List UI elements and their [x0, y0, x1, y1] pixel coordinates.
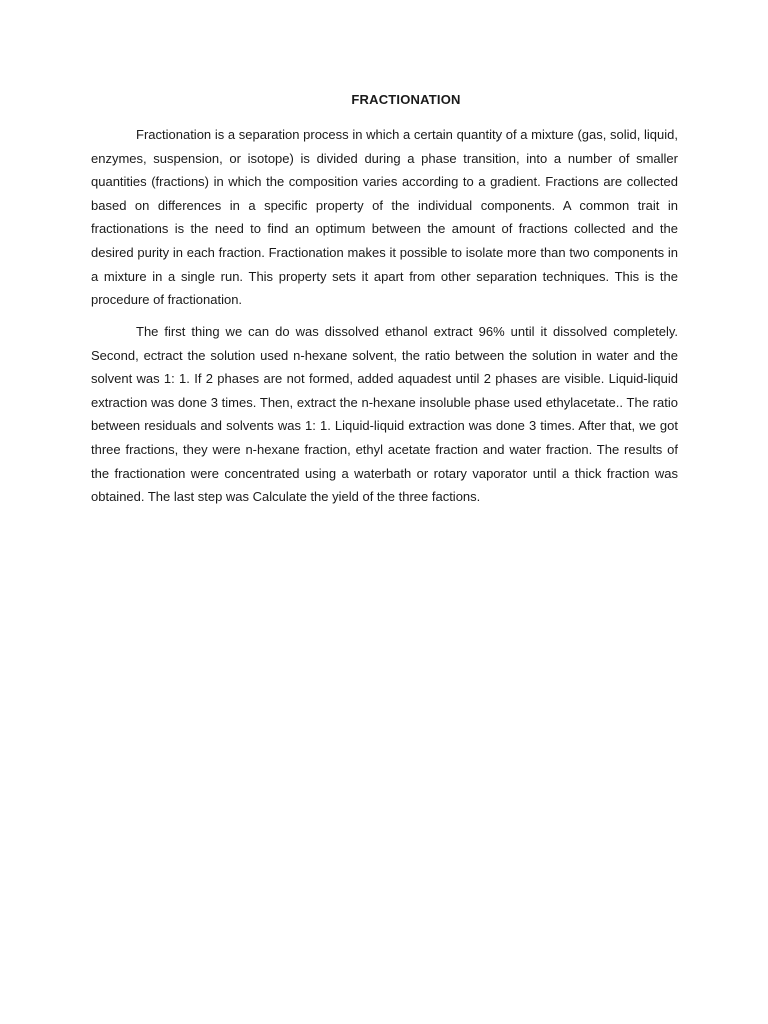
paragraph-procedure: The first thing we can do was dissolved ethanol extract 96% until it dissolved completely. Second, ectract the solution used n-hexane solvent, the ratio between the solution in water and the solvent was 1: 1. If 2 phases are not formed, added aquadest until 2 phases are visible. Liquid-liquid extraction was done 3 times. Then, extract the n-hexane insoluble phase used ethylacetate.. The ratio between residuals and solvents was 1: 1. Liquid-liquid extraction was done 3 times. After that, we got three fractions, they were n-hexane fraction, ethyl acetate fraction and water fraction. The results of the fractionation were concentrated using a waterbath or rotary vaporator until a thick fraction was obtained. The last step was Calculate the yield of the three factions. [91, 324, 678, 505]
document-title: FRACTIONATION [351, 92, 461, 107]
paragraph-definition: Fractionation is a separation process in which a certain quantity of a mixture (gas, solid, liquid, enzymes, suspension, or isotope) is divided during a phase transition, into a number of smaller quantities (fractions) in which the composition varies according to a gradient. Fractions are collected based on differences in a specific property of the individual components. A common trait in fractionations is the need to find an optimum between the amount of fractions collected and the desired purity in each fraction. Fractionation makes it possible to isolate more than two components in a mixture in a single run. This property sets it apart from other separation techniques. This is the procedure of fractionation. [91, 127, 678, 308]
